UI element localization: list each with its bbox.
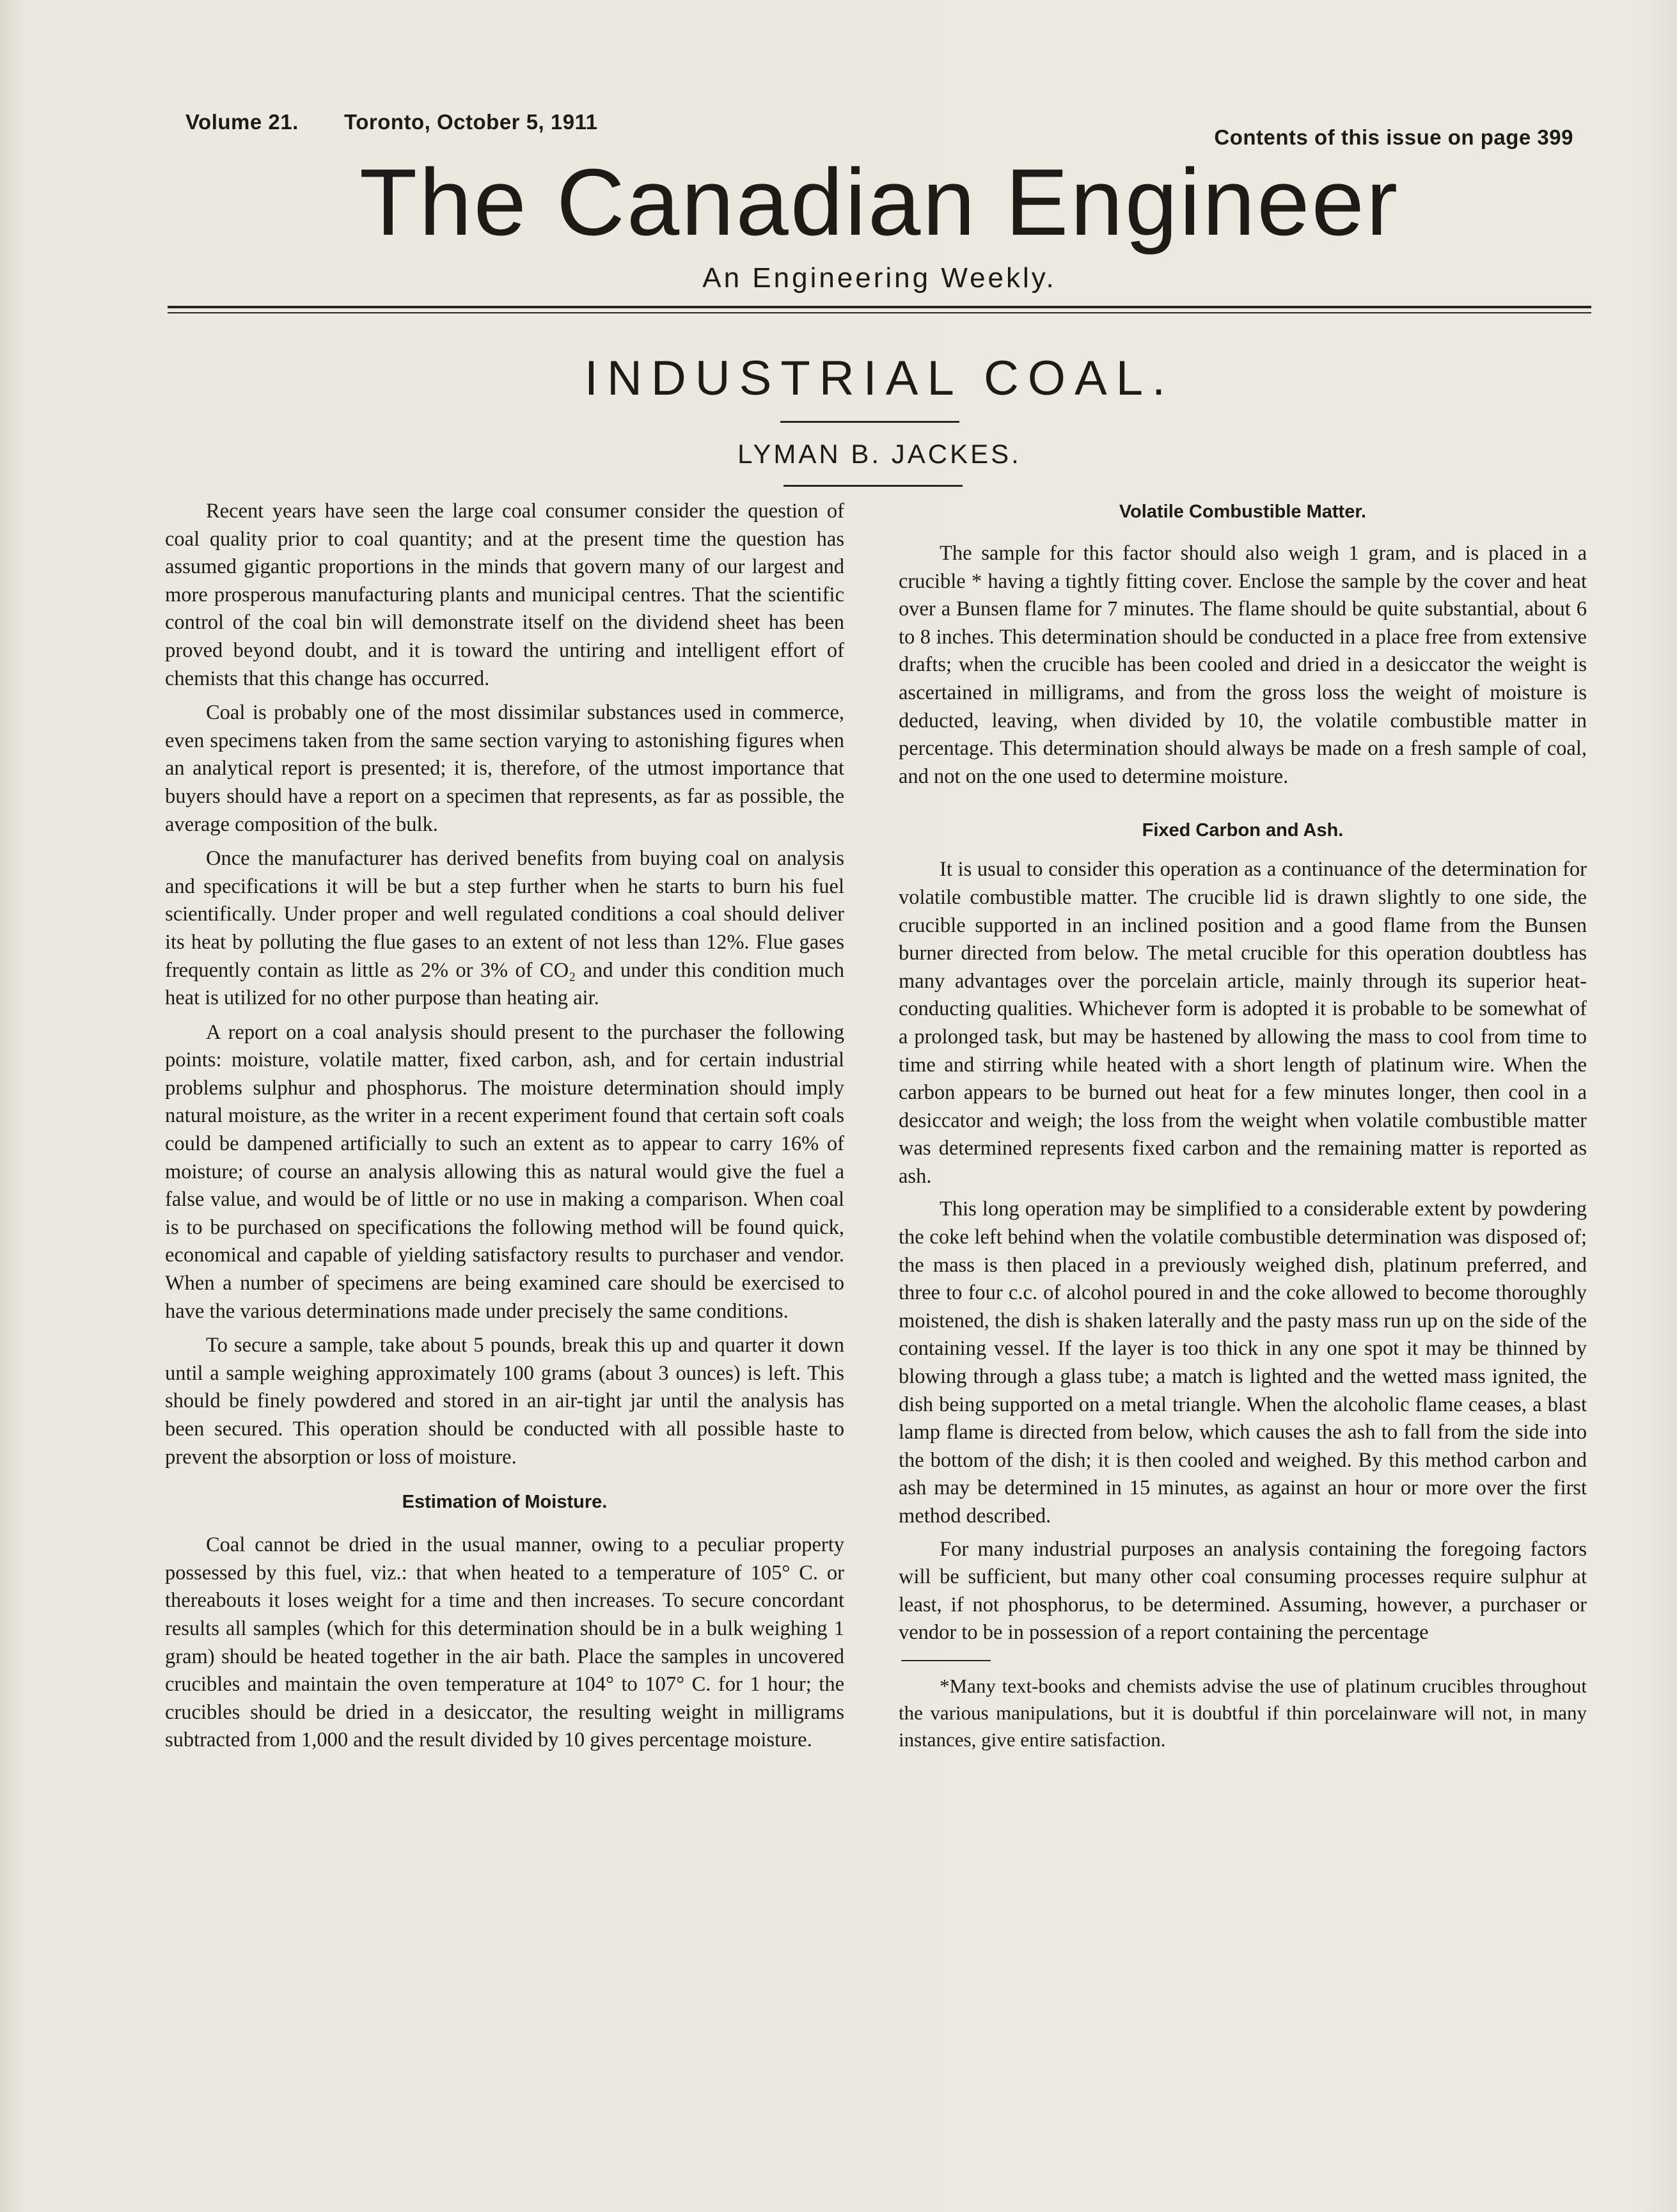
contents-note: Contents of this issue on page 399 [1214,125,1573,149]
paragraph: To secure a sample, take about 5 pounds, break this up and quarter it down until a sample weighing approximately 100 grams (about 3 ounces) is left. This should be finely powdered and stored in an air-tight jar until the analysis has been secured. This operation should be conducted with all possible haste to prevent the absorption or loss of moisture. [165,1334,844,1469]
journal-title: The Canadian Engineer [359,150,1400,255]
paragraph: A report on a coal analysis should present to the purchaser the following points: moisture, volatile matter, fixed carbon, ash, and for certain industrial problems sulphur and phosphorus. The moisture determination should imply natural moisture, as the writer in a recent experiment found that certain soft coals could be dampened artificially to such an extent as to appear to carry 16% of moisture; of course an analysis allowing this as natural would give the fuel a false value, and would be of little or no use in making a comparison. When coal is to be purchased on specifications the following method will be found quick, economical and capable of yielding satisfactory results to purchaser and vendor. When a number of specimens are being examined care should be exercised to have the various determinations made under precisely the same conditions. [165,1020,844,1323]
article-author: LYMAN B. JACKES. [737,439,1021,469]
journal-subtitle: An Engineering Weekly. [702,262,1057,294]
title-rule [780,421,959,423]
paragraph: Coal is probably one of the most dissimilar substances used in commerce, even specimens taken from the same section varying to astonishing figures when an analytical report is presented; it is, therefore, of the utmost importance that buyers should have a report on a specimen that represents, as far as possible, the average composition of the bulk. [165,701,844,836]
masthead-rule-bottom [168,312,1591,313]
footnote: *Many text-books and chemists advise the use of platinum crucibles throughout the various manipulations, but it is doubtful if thin porcelainware will not, in many instances, give entire satisfaction. [899,1674,1587,1751]
paragraph: Coal cannot be dried in the usual manner, owing to a peculiar property possessed by this fuel, viz.: that when heated to a temperature of 105° C. or thereabouts it loses weight for a time and then increases. To secure concordant results all samples (which for this determination should be in a bulk weighing 1 gram) should be heated together in the air bath. Place the samples in uncovered crucibles and maintain the oven temperature at 104° to 107° C. for 1 hour; the crucibles should be dried in a desiccator, the resulting weight in milligrams subtracted from 1,000 and the result divided by 10 gives percentage moisture. [165,1533,844,1752]
paragraph: For many industrial purposes an analysis containing the foregoing factors will be sufficient, but many other coal consuming processes require sulphur at least, if not phosphorus, to be determined. Assuming, however, a purchaser or vendor to be in possession of a report containing the percentage [899,1537,1587,1645]
volume-number: Volume 21. [185,110,299,134]
issue-date: Toronto, October 5, 1911 [344,110,598,134]
section-heading-moisture: Estimation of Moisture. [402,1492,608,1513]
section-heading-fixed-carbon: Fixed Carbon and Ash. [1142,820,1344,841]
section-heading-volatile: Volatile Combustible Matter. [1119,502,1367,522]
right-column [899,498,1587,1753]
paragraph: Recent years have seen the large coal consumer consider the question of coal quality prior to coal quantity; and at the present time the question has assumed gigantic proportions in the minds that govern many of our largest and more prosperous manufacturing plants and municipal centres. That the scientific control of the coal bin will demonstrate itself on the dividend sheet has been proved beyond doubt, and it is toward the untiring and intelligent effort of chemists that this change has occurred. [165,500,844,690]
paragraph: It is usual to consider this operation as a continuance of the determination for volatile combustible matter. The crucible lid is drawn slightly to one side, the crucible supported in an inclined position and a good flame from the Bunsen burner directed from below. The metal crucible for this operation doubtless has many advantages over the porcelain article, mainly through its superior heat-conducting qualities. Whichever form is adopted it is probable to be somewhat of a prolonged task, but may be hastened by allowing the mass to cool from time to time and stirring while heated with a short length of platinum wire. When the carbon appears to be burned out heat for a few minutes longer, then cool in a desiccator and weigh; the loss from the weight when volatile combustible matter was determined represents fixed carbon and the remaining matter is reported as ash. [899,858,1587,1188]
paragraph: The sample for this factor should also weigh 1 gram, and is placed in a crucible * having a tightly fitting cover. Enclose the sample by the cover and heat over a Bunsen flame for 7 minutes. The flame should be quite substantial, about 6 to 8 inches. This determination should be conducted in a place free from extensive drafts; when the crucible has been cooled and dried in a desiccator the weight is ascertained in milligrams, and from the gross loss the weight of moisture is deducted, leaving, when divided by 10, the volatile combustible matter in percentage. This determination should always be made on a fresh sample of coal, and not on the one used to determine moisture. [899,542,1587,788]
paragraph: This long operation may be simplified to a considerable extent by powdering the coke left behind when the volatile combustible determination was disposed of; the mass is then placed in a previously weighed dish, platinum preferred, and three to four c.c. of alcohol poured in and the coke allowed to become thoroughly moistened, the dish is shaken laterally and the pasty mass run up on the side of the containing vessel. If the layer is too thick in any one spot it may be thinned by blowing through a glass tube; a match is lighted and the wetted mass ignited, the dish being supported on a metal triangle. When the alcoholic flame ceases, a blast lamp flame is directed from below, which causes the ash to fall from the side into the bottom of the dish; it is then cooled and weighed. By this method carbon and ash may be determined in 15 minutes, as against an hour or more over the first method described. [899,1197,1587,1528]
footnote-rule [901,1660,991,1661]
left-column [165,498,844,1755]
author-rule [783,485,963,487]
masthead-rule-top [168,306,1591,308]
paragraph: Once the manufacturer has derived benefits from buying coal on analysis and specifications it will be but a step further when he starts to burn his fuel scientifically. Under proper and well regulated conditions a coal should deliver its heat by polluting the flue gases to an extent of not less than 12%. Flue gases frequently contain as little as 2% or 3% of CO₂ and under this condition much heat is utilized for no other purpose than heating air. [165,847,844,1010]
article-title: INDUSTRIAL COAL. [584,351,1175,406]
